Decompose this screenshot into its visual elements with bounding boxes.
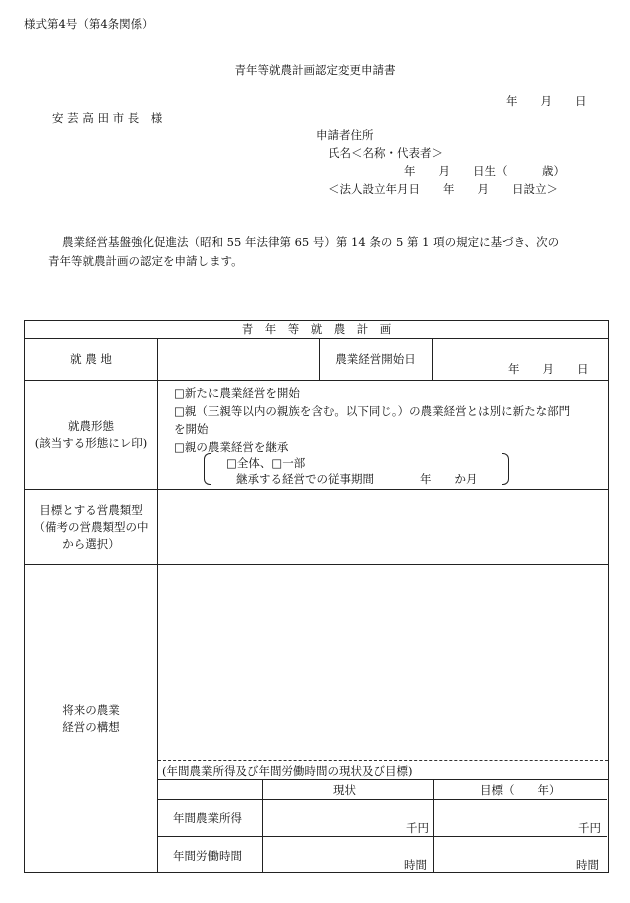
right-brace [502, 453, 509, 485]
future-vision-label [25, 565, 158, 873]
col-target: 目標（ 年） [480, 783, 561, 797]
farming-form-label [25, 381, 158, 490]
option-new-division[interactable]: □親（三親等以内の親族を含む。以下同じ。）の農業経営とは別に新たな部門 [174, 404, 571, 418]
table-title: 青 年 等 就 農 計 画 [25, 321, 609, 339]
option-new-division-cont: を開始 [174, 422, 209, 436]
submission-date: 年 月 日 [506, 94, 587, 108]
target-type-label-3: から選択） [62, 536, 120, 551]
hours-target-unit[interactable]: 時間 [576, 858, 599, 872]
row-hours-label: 年間労働時間 [173, 849, 242, 863]
income-section-title: (年間農業所得及び年間労働時間の現状及び目標) [162, 764, 413, 778]
farm-location-row [158, 339, 609, 381]
option-inherit-scope[interactable]: □全体、□一部 [226, 456, 306, 470]
page-title: 青年等就農計画認定変更申請書 [234, 63, 396, 77]
target-type-label-1: 目標とする営農類型 [39, 502, 143, 517]
farm-location-label: 就 農 地 [25, 339, 158, 381]
farming-plan-table [24, 320, 609, 873]
col-current: 現状 [333, 783, 356, 797]
form-number: 様式第4号（第4条関係） [24, 17, 154, 31]
start-date-value[interactable]: 年 月 日 [508, 362, 589, 376]
target-type-field[interactable] [158, 490, 609, 565]
farming-form-label-2: (該当する形態にレ印) [34, 436, 148, 450]
future-vision-cell [158, 565, 609, 873]
applicant-name-label: 氏名＜名称・代表者＞ [328, 146, 443, 160]
birth-date-line: 年 月 日生（ 歳） [404, 164, 565, 178]
farming-form-label-1: 就農形態 [68, 419, 114, 433]
income-hours-subtable [158, 779, 607, 872]
addressee: 安 芸 高 田 市 長 様 [52, 111, 163, 125]
future-vision-label-2: 経営の構想 [62, 719, 120, 734]
target-type-label [25, 490, 158, 565]
applicant-address-label: 申請者住所 [316, 128, 374, 142]
left-brace [204, 453, 211, 485]
option-new-farming[interactable]: □新たに農業経営を開始 [174, 386, 300, 400]
income-target-unit[interactable]: 千円 [578, 821, 601, 835]
future-vision-label-1: 将来の農業 [62, 702, 120, 717]
corp-established-line: ＜法人設立年月日 年 月 日設立＞ [328, 182, 558, 196]
start-date-label: 農業経営開始日 [319, 339, 433, 380]
target-type-label-2: （備考の営農類型の中 [33, 519, 149, 534]
inherit-period: 継承する経営での従事期間 年 か月 [236, 472, 478, 486]
dashed-separator [158, 760, 608, 761]
farming-form-options [158, 381, 609, 490]
body-text-line-1: 農業経営基盤強化促進法（昭和 55 年法律第 65 号）第 14 条の 5 第 1 項の規定に基づき、次の [62, 235, 560, 249]
income-current-unit[interactable]: 千円 [406, 821, 429, 835]
farm-location-field[interactable] [158, 339, 320, 380]
hours-current-unit[interactable]: 時間 [404, 858, 427, 872]
row-income-label: 年間農業所得 [173, 811, 242, 825]
future-vision-field[interactable] [158, 565, 608, 759]
body-text-line-2: 青年等就農計画の認定を申請します。 [48, 254, 243, 268]
option-inherit[interactable]: □親の農業経営を継承 [174, 440, 289, 454]
